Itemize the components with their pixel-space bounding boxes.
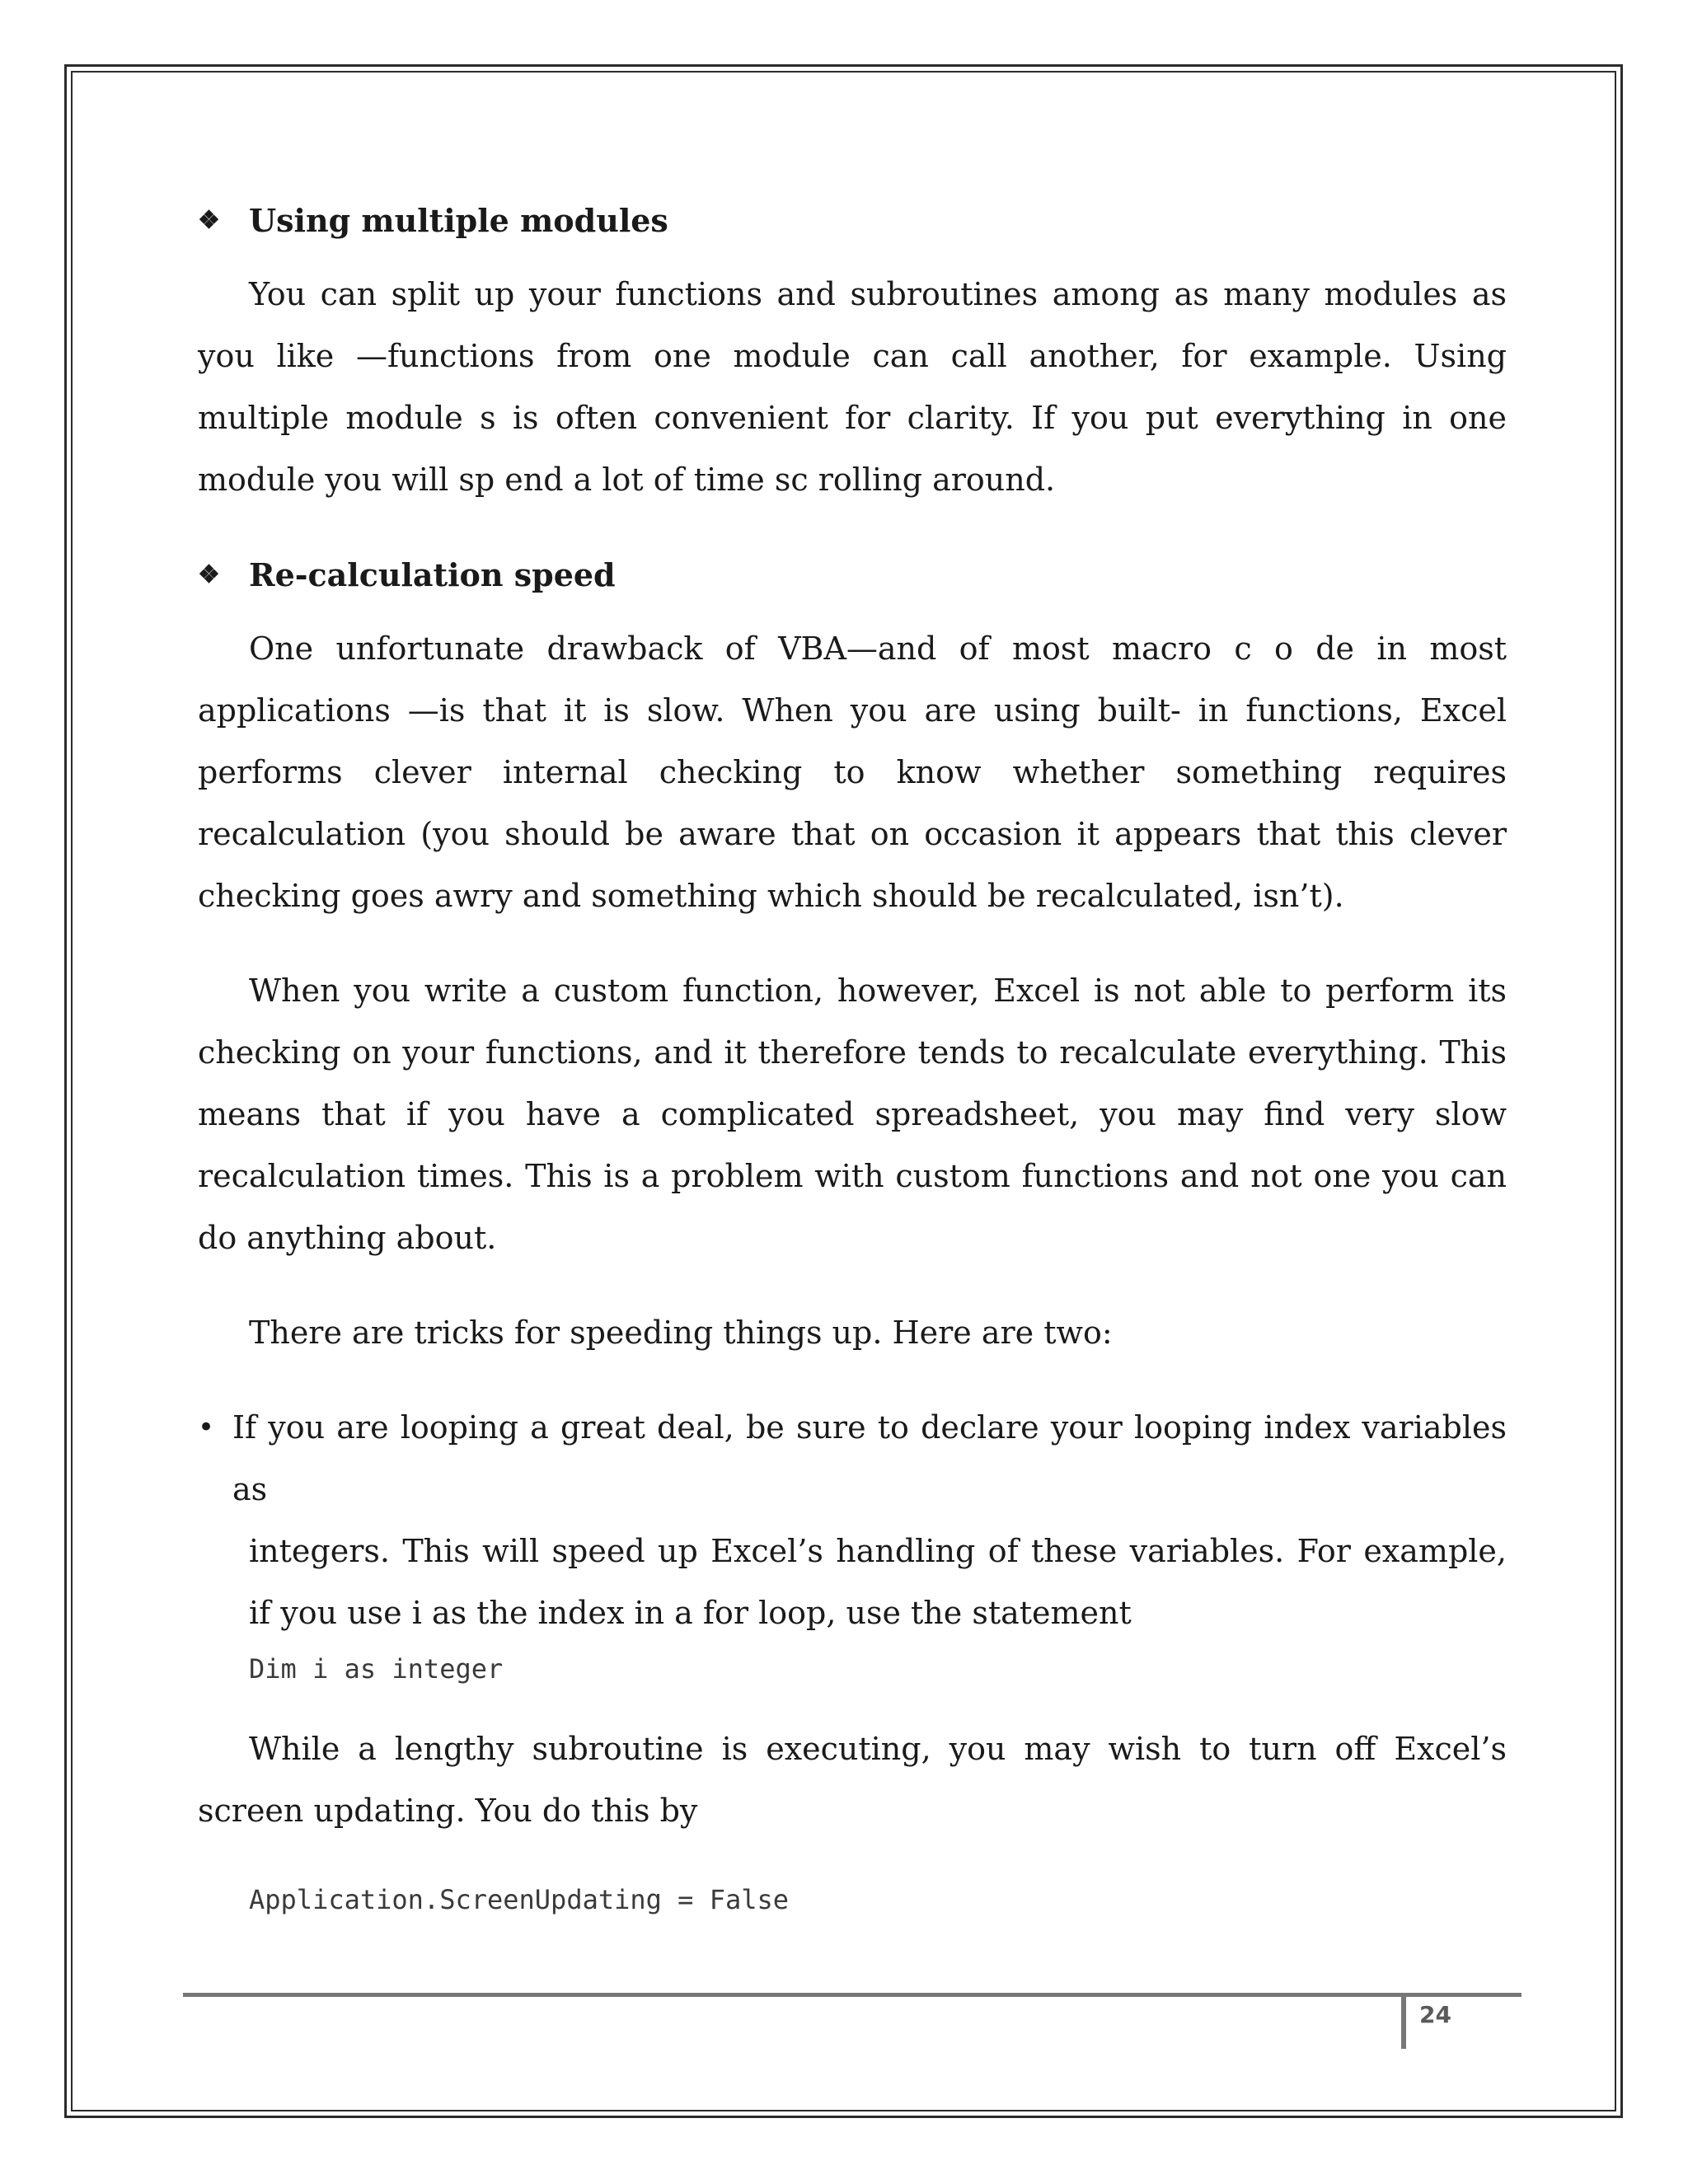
list-item [198,1397,1507,1521]
diamond-bullet-icon: ❖ [198,206,220,235]
bullet-dot-icon: • [198,1411,215,1444]
paragraph: You can split up your functions and subroutines among as many modules as you like —functions from one module can call another, for example. Using multiple module s is often convenient for clarity. If you put everything in one module you will sp end a lot of time sc rolling around. [198,276,1507,498]
footer-divider [1401,1993,1406,2049]
diamond-bullet-icon: ❖ [198,560,220,589]
page-number: 24 [1419,2001,1451,2028]
paragraph: When you write a custom function, however, Excel is not able to perform its checking on your functions, and it therefore tends to recalculate everything. This means that if you have a complicated spreadsheet, you may find very slow recalculation times. This is a problem with custom functions and not one you can do anything about. [198,972,1507,1256]
list-item-text: If you are looping a great deal, be sure to declare your looping index variables as [232,1409,1507,1507]
paragraph: While a lengthy subroutine is executing, you may wish to turn off Excel’s screen updating. You do this by [198,1731,1507,1829]
paragraph: One unfortunate drawback of VBA—and of most macro c o de in most applications —is that it is slow. When you are using built- in functions, Excel performs clever internal checking to know whether something requires recalculation (you should be aware that on occasion it appears that this clever checking goes awry and something which should be recalculated, isn’t). [198,630,1507,914]
section-heading [198,544,1507,606]
section-heading-text: Using multiple modules [249,202,668,239]
section-heading [198,190,1507,251]
list-item-continuation: integers. This will speed up Excel’s handling of these variables. For example, if you use i as the index in a for loop, use the statement [249,1533,1507,1631]
page-content [198,190,1507,1924]
section-heading-text: Re-calculation speed [249,556,616,593]
code-snippet: Dim i as integer [249,1653,504,1685]
paragraph: There are tricks for speeding things up. Here are two: [249,1315,1113,1351]
footer-rule [183,1993,1522,1997]
code-snippet: Application.ScreenUpdating = False [249,1884,790,1915]
